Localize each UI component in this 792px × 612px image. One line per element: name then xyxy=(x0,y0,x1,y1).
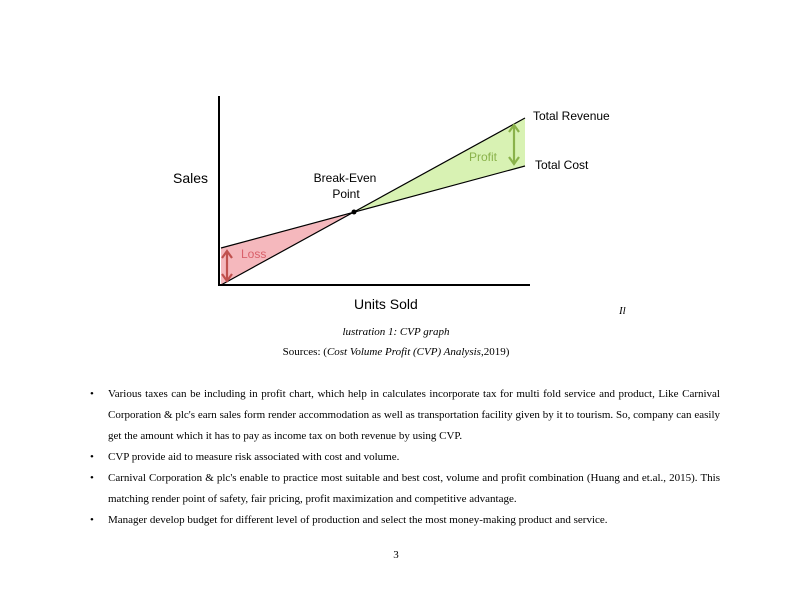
list-item xyxy=(90,447,720,468)
list-item xyxy=(90,510,720,531)
page-number: 3 xyxy=(393,549,399,561)
series-label-total-revenue: Total Revenue xyxy=(533,109,610,123)
list-item-text: Various taxes can be including in profit chart, which help in calculates incorporate tax for multi fold service and product, Like Carnival Corporation & plc's earn sales form render accommodation as well as transportation facility given by it to tourism. So, company can easily get the amount which it has to pay as income tax on both revenue by using CVP. xyxy=(108,388,720,442)
source-title: Cost Volume Profit (CVP) Analysis xyxy=(326,346,481,358)
bullet-icon: • xyxy=(90,388,94,400)
list-item xyxy=(90,468,720,510)
source-suffix: ,2019) xyxy=(480,346,510,358)
bullet-icon: • xyxy=(90,472,94,484)
list-item xyxy=(90,384,720,447)
loss-label: Loss xyxy=(241,247,267,261)
source-prefix: Sources: ( xyxy=(282,346,327,358)
x-axis-label: Units Sold xyxy=(354,296,418,312)
figure-caption: lustration 1: CVP graph xyxy=(342,326,450,338)
bullet-icon: • xyxy=(90,451,94,463)
break-even-label-line1: Break-Even xyxy=(313,171,377,185)
illustration-fragment: Il xyxy=(619,305,626,317)
break-even-label-line2: Point xyxy=(332,187,360,201)
bullet-icon: • xyxy=(90,514,94,526)
bullet-list xyxy=(90,384,720,531)
list-item-text: Carnival Corporation & plc's enable to practice most suitable and best cost, volume and profit combination (Huang and et.al., 2015). This matching render point of safety, fair pricing, profit maximization and competitive advantage. xyxy=(108,472,720,505)
profit-label: Profit xyxy=(469,150,498,164)
y-axis-label: Sales xyxy=(173,170,209,186)
figure-source xyxy=(0,346,792,358)
total-revenue-line xyxy=(221,118,525,285)
series-label-total-cost: Total Cost xyxy=(535,158,589,172)
break-even-point xyxy=(352,210,357,215)
list-item-text: Manager develop budget for different level of production and select the most money-making product and service. xyxy=(108,514,608,526)
list-item-text: CVP provide aid to measure risk associated with cost and volume. xyxy=(108,451,400,463)
